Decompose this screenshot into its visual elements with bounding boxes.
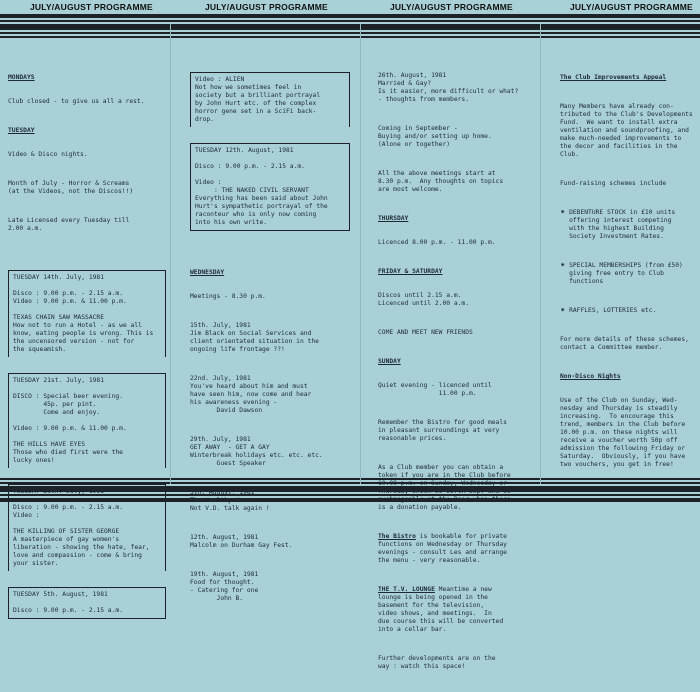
panel-2 <box>190 40 350 624</box>
bistro-booking-text: is bookable for private functions on Wednesday or Thursday evenings - consult Les and arrange the menu - very reasonable. <box>378 533 507 564</box>
bullet-icon: ⁕ <box>560 307 570 314</box>
event-entry: 26th. August, 1981 Married & Gay? Is it easier, more difficult or what? - thoughts from members. <box>378 72 519 103</box>
come-and-meet: COME AND MEET NEW FRIENDS <box>378 329 473 336</box>
scheme-text: RAFFLES, LOTTERIES etc. <box>569 307 657 314</box>
non-disco-heading: Non-Disco Nights <box>560 373 621 380</box>
scheme-text: DEBENTURE STOCK in £10 units offering interest competing with the highest Building Society Investment Rates. <box>569 209 676 240</box>
scheme-item <box>560 262 696 286</box>
event-entry: 15th. July, 1981 Jim Black on Social Services and client orientated situation in the ongoing life frontage ??! <box>190 322 319 353</box>
thursday-heading: THURSDAY <box>378 215 409 222</box>
listing-box: TUESDAY 12th. August, 1981 Disco : 9.00 p.m. - 2.15 a.m. Video : : THE NAKED CIVIL SERVANT Everything has been said about John Hurt's sympathetic portrayal of the raconteur who is only now coming into his own write. <box>190 143 350 231</box>
meetings-note: All the above meetings start at 8.30 p.m. Any thoughts on topics are most welcome. <box>378 170 504 193</box>
mondays-heading: MONDAYS <box>8 74 35 81</box>
event-entry: 19th. August, 1981 Food for thought. - Catering for one John B. <box>190 571 259 602</box>
sunday-text: Quiet evening - licenced until 11.00 p.m. <box>378 382 492 397</box>
event-entry: 12th. August, 1981 Malcolm on Durham Gay Fest. <box>190 534 293 549</box>
listing-box: TUESDAY 28th. July, 1981 Disco : 9.00 p.m. - 2.15 a.m. Video : THE KILLING OF SISTER GEORGE A masterpiece of gay women's liberation - showing the hate, fear, love and compassion - come & bring your sister. <box>8 484 166 571</box>
tuesday-heading: TUESDAY <box>8 127 35 134</box>
top-band <box>0 14 700 38</box>
bistro-text: Remember the Bistro for good meals in pleasant surroundings at very reasonable prices. <box>378 419 507 442</box>
panel-header: JULY/AUGUST PROGRAMME <box>390 2 513 12</box>
bullet-icon: ⁕ <box>560 209 570 216</box>
tuesday-text: Video & Disco nights. <box>8 151 88 158</box>
coming-text: Coming in September - Buying and/or setting up home. (Alone or together) <box>378 125 492 148</box>
schemes-text: Fund-raising schemes include <box>560 180 667 187</box>
appeal-heading: The Club Improvements Appeal <box>560 74 667 81</box>
scheme-item <box>560 307 696 315</box>
scheme-item <box>560 209 696 241</box>
listing-box: TUESDAY 14th. July, 1981 Disco : 9.00 p.m. - 2.15 a.m. Video : 9.00 p.m. & 11.00 p.m. TEXAS CHAIN SAW MASSACRE How not to run a Hotel - as we all know, eating people is wrong. This is the uncensored version - not for the squeamish. <box>8 270 166 357</box>
tv-lounge-heading: THE T.V. LOUNGE <box>378 586 435 593</box>
listing-box: TUESDAY 21st. July, 1981 DISCO : Special beer evening. 45p. per pint. Come and enjoy. Video : 9.00 p.m. & 11.00 p.m. THE HILLS HAVE EYES Those who died first were the lucky ones! <box>8 373 166 468</box>
late-licence-text: Late Licensed every Tuesday till 2.00 a.m. <box>8 217 130 232</box>
panel-header: JULY/AUGUST PROGRAMME <box>30 2 153 12</box>
event-entry: 29th. July, 1981 GET AWAY - GET A GAY Winterbreak holidays etc. etc. etc. Guest Speaker <box>190 436 323 467</box>
thursday-text: Licenced 8.00 p.m. - 11.00 p.m. <box>378 239 496 246</box>
panel-4 <box>560 58 696 490</box>
scheme-text: SPECIAL MEMBERSHIPS (from £50) giving free entry to Club functions <box>569 262 683 285</box>
panel-3 <box>378 56 538 692</box>
month-text: Month of July - Horror & Screams (at the Videos, not the Discos!!) <box>8 180 134 195</box>
friday-saturday-heading: FRIDAY & SATURDAY <box>378 268 443 275</box>
tuesday-listings <box>190 56 350 247</box>
further-text: Further developments are on the way : watch this space! <box>378 655 496 670</box>
friday-saturday-text: Discos until 2.15 a.m. Licenced until 2.00 a.m. <box>378 292 469 307</box>
fold-line <box>540 24 541 484</box>
panel-header: JULY/AUGUST PROGRAMME <box>205 2 328 12</box>
event-entry: 22nd. July, 1981 You've heard about him and must have seen him, now come and hear his awareness evening - David Dawson <box>190 375 312 414</box>
tv-lounge-text: Meantime a new lounge is being opened in the basement for the television, video shows, and meetings. In due course this will be converted into a cellar bar. <box>378 586 504 633</box>
panel-header: JULY/AUGUST PROGRAMME <box>570 2 693 12</box>
meetings-text: Meetings - 8.30 p.m. <box>190 293 266 300</box>
sunday-heading: SUNDAY <box>378 358 401 365</box>
event-entry: 5th. August, 1981 The Healthy Homo Not V.D. talk again ! <box>190 489 270 512</box>
bistro-heading: The Bistro <box>378 533 416 540</box>
mondays-text: Club closed - to give us all a rest. <box>8 98 145 105</box>
panel-1 <box>8 58 166 651</box>
non-disco-text: Use of the Club on Sunday, Wed- nesday and Thursday is steadily increasing. To encourage this trend, members in the Club before 10.00 p.m. on these nights will receive a voucher worth 50p off admission the following Friday or Saturday. Obviously, if you have two vouchers, you get in free! <box>560 397 686 468</box>
appeal-text: Many Members have already con- tributed to the Club's Developments Fund. We want to install extra ventilation and soundproofing, and make much-needed improvements to the decor and facilities in the Club. <box>560 103 693 158</box>
fold-line <box>170 24 171 484</box>
listing-box: TUESDAY 5th. August, 1981 Disco : 9.00 p.m. - 2.15 a.m. <box>8 587 166 619</box>
bullet-icon: ⁕ <box>560 262 570 269</box>
member-token-text: As a Club member you can obtain a token if you are in the Club before 10.00 p.m. on Sunday, Wednesday or Thursday which is worth 50p. and is exchangeable at the Door when there is a donation payable. <box>378 464 511 511</box>
tuesday-listings <box>8 254 166 635</box>
wednesday-heading: WEDNESDAY <box>190 269 225 276</box>
listing-box: Video : ALIEN Not how we sometimes feel in society but a brilliant portrayal by John Hurt etc. of the complex horror gene set in a SciFi back- drop. <box>190 72 350 127</box>
fold-line <box>360 24 361 484</box>
details-text: For more details of these schemes, contact a Committee member. <box>560 336 689 351</box>
